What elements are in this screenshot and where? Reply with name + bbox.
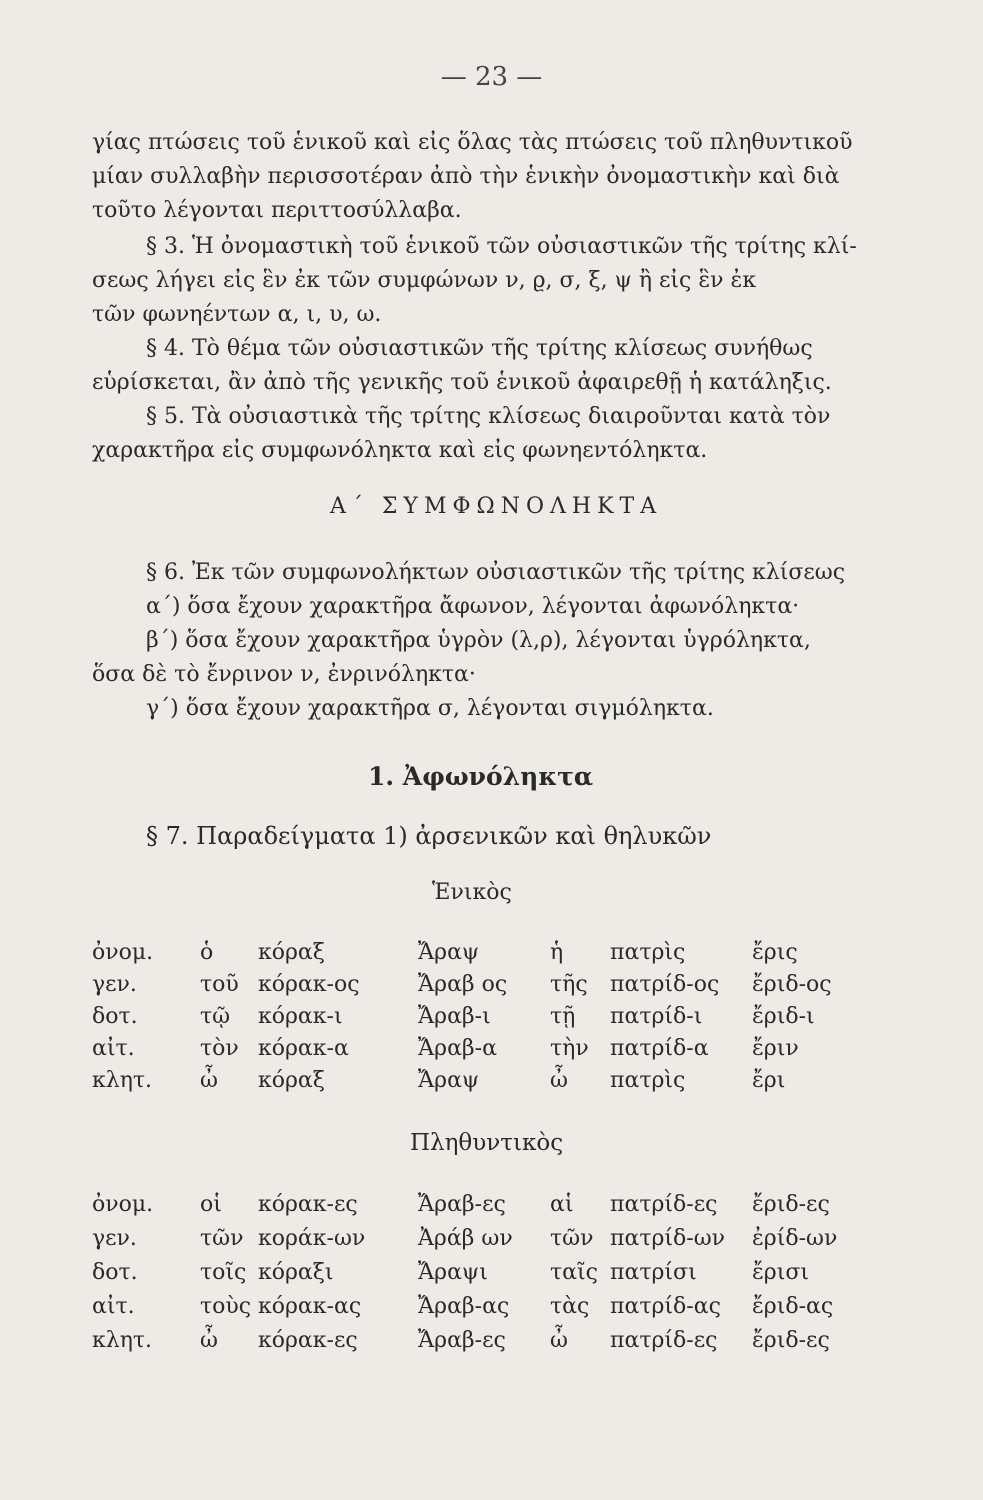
table-cell: Ἄραβ-α — [418, 1036, 497, 1061]
table-cell: κόραξ — [258, 940, 325, 965]
table-cell: πατρίδ-ων — [610, 1226, 726, 1251]
table-cell: κόρακ-ος — [258, 972, 360, 997]
table-cell: τῇ — [550, 1004, 576, 1029]
table-cell: δοτ. — [92, 1004, 138, 1029]
table-cell: αἰτ. — [92, 1294, 135, 1319]
table-cell: Ἄραψ — [418, 1068, 480, 1093]
table-cell: ὀνομ. — [92, 940, 154, 965]
table-cell: ὦ — [550, 1328, 568, 1353]
table-cell: ἔριδ-ες — [752, 1192, 830, 1217]
table-cell: κλητ. — [92, 1328, 153, 1353]
table-cell: ἔριδ-ι — [752, 1004, 815, 1029]
table-cell: ἔρι — [752, 1068, 786, 1093]
table-cell: τὰς — [550, 1294, 590, 1319]
paragraph-line: § 6. Ἐκ τῶν συμφωνολήκτων οὐσιαστικῶν τῆς τρίτης κλίσεως — [146, 560, 846, 585]
table-cell: κόρακ-α — [258, 1036, 349, 1061]
table-cell: ἔρις — [752, 940, 798, 965]
table-cell: πατρίσι — [610, 1260, 697, 1285]
table-cell: τὸν — [200, 1036, 239, 1061]
table-cell: κόρακ-ες — [258, 1192, 358, 1217]
paragraph-line: χαρακτῆρα εἰς συμφωνόληκτα καὶ εἰς φωνηεντόληκτα. — [92, 438, 708, 463]
table-cell: ὁ — [200, 940, 214, 965]
table-cell: ταῖς — [550, 1260, 598, 1285]
table-cell: πατρίδ-ας — [610, 1294, 721, 1319]
table-cell: ἔριδ-ας — [752, 1294, 834, 1319]
table-cell: Ἄραβ-ι — [418, 1004, 491, 1029]
table-cell: τοὺς — [200, 1294, 252, 1319]
table-cell: ἔριν — [752, 1036, 799, 1061]
table-cell: ὀνομ. — [92, 1192, 154, 1217]
table-cell: ὦ — [200, 1328, 218, 1353]
table-cell: ἡ — [550, 940, 564, 965]
table-cell: πατρὶς — [610, 1068, 686, 1093]
paragraph-line: εὑρίσκεται, ἂν ἀπὸ τῆς γενικῆς τοῦ ἑνικοῦ ἀφαιρεθῇ ἡ κατάληξις. — [92, 370, 832, 395]
table-cell: κόραξ — [258, 1068, 325, 1093]
table-cell: αἱ — [550, 1192, 574, 1217]
table-cell: Ἄραψ — [418, 940, 480, 965]
table-cell: Ἄραβ-ες — [418, 1328, 506, 1353]
paragraph-line: β΄) ὅσα ἔχουν χαρακτῆρα ὑγρὸν (λ,ρ), λέγονται ὑγρόληκτα, — [146, 628, 811, 653]
table-cell: γεν. — [92, 1226, 137, 1251]
table-cell: κόραξι — [258, 1260, 334, 1285]
paragraph-line: γ΄) ὅσα ἔχουν χαρακτῆρα σ, λέγονται σιγμόληκτα. — [146, 696, 714, 721]
paragraph-line: μίαν συλλαβὴν περισσοτέραν ἀπὸ τὴν ἑνικὴν ὀνομαστικὴν καὶ διὰ — [92, 164, 840, 189]
paragraph-line: ὅσα δὲ τὸ ἔνρινον ν, ἐνρινόληκτα· — [92, 662, 476, 687]
table-cell: Ἄραβ-ας — [418, 1294, 510, 1319]
table-cell: πατρίδ-ος — [610, 972, 720, 997]
paragraph-line: σεως λήγει εἰς ἓν ἐκ τῶν συμφώνων ν, ϱ, σ, ξ, ψ ἢ εἰς ἓν ἐκ — [92, 268, 757, 293]
paragraph-line: γίας πτώσεις τοῦ ἑνικοῦ καὶ εἰς ὅλας τὰς πτώσεις τοῦ πληθυντικοῦ — [92, 130, 853, 155]
example-line: § 7. Παραδείγματα 1) ἀρσενικῶν καὶ θηλυκῶν — [146, 822, 712, 850]
paragraph-line: α΄) ὅσα ἔχουν χαρακτῆρα ἄφωνον, λέγονται ἀφωνόληκτα· — [146, 594, 800, 619]
table-cell: ὦ — [550, 1068, 568, 1093]
singular-label: Ἑνικὸς — [432, 880, 512, 905]
table-cell: πατρίδ-ες — [610, 1192, 718, 1217]
section-heading: Α΄ ΣΥΜΦΩΝΟΛΗΚΤΑ — [330, 494, 663, 519]
table-cell: ἔριδ-ες — [752, 1328, 830, 1353]
table-cell: ἔριδ-ος — [752, 972, 832, 997]
table-cell: αἰτ. — [92, 1036, 135, 1061]
table-cell: πατρὶς — [610, 940, 686, 965]
table-cell: τὴν — [550, 1036, 589, 1061]
table-cell: δοτ. — [92, 1260, 138, 1285]
paragraph-line: § 3. Ἡ ὀνομαστικὴ τοῦ ἑνικοῦ τῶν οὐσιαστικῶν τῆς τρίτης κλί- — [146, 234, 857, 259]
table-cell: κοράκ-ων — [258, 1226, 366, 1251]
table-cell: γεν. — [92, 972, 137, 997]
table-cell: Ἀράβ ων — [418, 1226, 513, 1251]
table-cell: οἱ — [200, 1192, 222, 1217]
paragraph-line: τοῦτο λέγονται περιττοσύλλαβα. — [92, 198, 462, 223]
table-cell: ἔρισι — [752, 1260, 810, 1285]
table-cell: πατρίδ-ες — [610, 1328, 718, 1353]
table-cell: τοῦ — [200, 972, 239, 997]
table-cell: πατρίδ-α — [610, 1036, 709, 1061]
table-cell: Ἄραβ-ες — [418, 1192, 506, 1217]
paragraph-line: § 5. Τὰ οὐσιαστικὰ τῆς τρίτης κλίσεως διαιροῦνται κατὰ τὸν — [146, 404, 831, 429]
table-cell: Ἄραβ ος — [418, 972, 508, 997]
table-cell: κόρακ-ας — [258, 1294, 362, 1319]
table-cell: τῶν — [200, 1226, 244, 1251]
plural-label: Πληθυντικὸς — [410, 1130, 564, 1156]
paragraph-line: τῶν φωνηέντων α, ι, υ, ω. — [92, 302, 382, 327]
table-cell: τῶν — [550, 1226, 594, 1251]
table-cell: Ἄραψι — [418, 1260, 488, 1285]
paragraph-line: § 4. Τὸ θέμα τῶν οὐσιαστικῶν τῆς τρίτης κλίσεως συνήθως — [146, 336, 813, 361]
page-number: — 23 — — [440, 62, 543, 92]
table-cell: τοῖς — [200, 1260, 247, 1285]
table-cell: τῆς — [550, 972, 588, 997]
table-cell: πατρίδ-ι — [610, 1004, 703, 1029]
table-cell: ἐρίδ-ων — [752, 1226, 838, 1251]
table-cell: κόρακ-ι — [258, 1004, 343, 1029]
subsection-heading: 1. Ἀφωνόληκτα — [368, 762, 594, 791]
table-cell: ὦ — [200, 1068, 218, 1093]
table-cell: τῷ — [200, 1004, 231, 1029]
table-cell: κλητ. — [92, 1068, 153, 1093]
table-cell: κόρακ-ες — [258, 1328, 358, 1353]
